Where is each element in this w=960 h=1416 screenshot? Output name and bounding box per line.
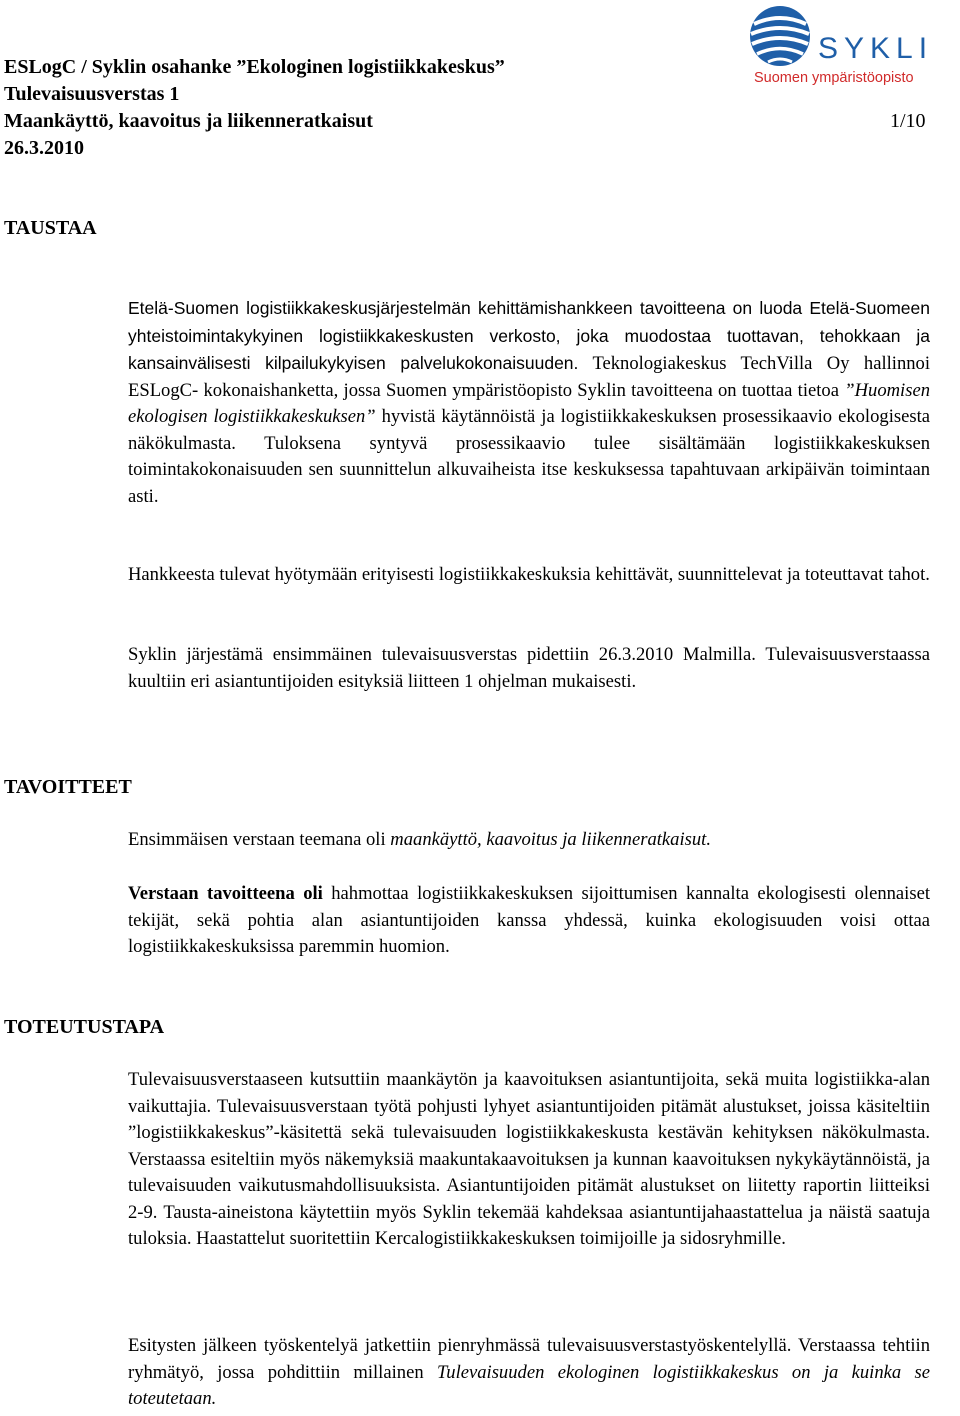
tavoitteet-paragraph-2 bbox=[128, 881, 930, 961]
tavoitteet-p1-a: Ensimmäisen verstaan teemana oli bbox=[128, 829, 391, 850]
section-heading-taustaa: TAUSTAA bbox=[4, 217, 97, 239]
page-number: 1/10 bbox=[890, 110, 926, 132]
taustaa-p1-italic: ”Huomisen ekologisen logistiikkakeskuksen” bbox=[128, 379, 930, 427]
toteutustapa-paragraph-2 bbox=[128, 1333, 930, 1413]
toteutustapa-p2-a: Esitysten jälkeen työskentelyä jatkettiin pienryhmässä tulevaisuusverstastyöskentelyllä. Verstaassa tehtiin ryhmätyö, jossa pohdittiin millainen bbox=[128, 1335, 930, 1383]
toteutustapa-paragraph-1: Tulevaisuusverstaaseen kutsuttiin maankäytön ja kaavoituksen asiantuntijoita, sekä muita logistiikka-alan vaikuttajia. Tulevaisuusverstaan työtä pohjusti lyhyet asiantuntijoiden pitämät alustukset, joissa käsiteltiin ”logistiikkakeskus”-käsitettä sekä tulevaisuuden logistiikkakeskusta kestävän kehityksen näkökulmasta. Verstaassa esiteltiin myös näkemyksiä maakuntakaavoituksen ja kunnan kaavoituksen nykykäytännöistä, ja tulevaisuuden vaikutusmahdollisuuksista. Asiantuntijoiden pitämät alustukset on liitetty raportin liitteiksi 2-9. Tausta-aineistona käytettiin myös Syklin tekemää kahdeksaa asiantuntijahaastattelua ja näistä saatuja tuloksia. Haastattelut suoritettiin Kercalogistiikkakeskuksen toimijoille ja sidosryhmille. bbox=[128, 1069, 930, 1249]
taustaa-p1-a: Teknologiakeskus TechVilla Oy hallinnoi ESLogC- kokonaishanketta, jossa Suomen ympäristöopisto Syklin tavoitteena on tuottaa tietoa bbox=[128, 353, 931, 401]
header-date-line: 26.3.2010 bbox=[4, 137, 84, 159]
toteutustapa-p2-italic: Tulevaisuuden ekologinen logistiikkakeskus on ja kuinka se toteutetaan. bbox=[128, 1361, 931, 1409]
logo-tagline: Suomen ympäristöopisto bbox=[754, 70, 914, 86]
taustaa-paragraph-1 bbox=[128, 295, 930, 510]
tavoitteet-p2-rest: hahmottaa logistiikkakeskuksen sijoittumisen kannalta ekologisesti olennaiset tekijät, sekä pohtia alan asiantuntijoiden kanssa yhdessä, kuinka ekologisuuden voisi ottaa logistiikkakeskuksissa paremmin huomion. bbox=[128, 883, 930, 957]
header-project-line: ESLogC / Syklin osahanke ”Ekologinen logistiikkakeskus” bbox=[4, 56, 505, 78]
document-header bbox=[4, 54, 505, 162]
tavoitteet-p2-bold: Verstaan tavoitteena oli bbox=[128, 883, 323, 904]
globe-icon bbox=[750, 6, 810, 66]
header-theme-line: Maankäyttö, kaavoitus ja liikenneratkaisut bbox=[4, 110, 373, 132]
sykli-logo bbox=[746, 2, 946, 88]
tavoitteet-paragraph-1 bbox=[128, 827, 930, 854]
taustaa-paragraph-3: Syklin järjestämä ensimmäinen tulevaisuusverstas pidettiin 26.3.2010 Malmilla. Tulevaisuusverstaassa kuultiin eri asiantuntijoiden esityksiä liitteen 1 ohjelman mukaisesti. bbox=[128, 644, 930, 692]
header-event-line: Tulevaisuusverstas 1 bbox=[4, 83, 180, 105]
section-heading-tavoitteet: TAVOITTEET bbox=[4, 776, 132, 798]
section-heading-toteutustapa: TOTEUTUSTAPA bbox=[4, 1016, 165, 1038]
logo-name: SYKLI bbox=[818, 32, 934, 65]
taustaa-p1-b: hyvistä käytännöistä ja logistiikkakeskuksen prosessikaavio ekologisesta näkökulmasta. Tuloksena syntyvä prosessikaavio tulee sisältämään logistiikkakeskuksen toimintakokonaisuuden sen suunnittelun alkuvaiheista itse keskuksessa tapahtuvaan arkipäivän toimintaan asti. bbox=[128, 406, 931, 507]
tavoitteet-p1-italic: maankäyttö, kaavoitus ja liikenneratkaisut. bbox=[390, 829, 711, 850]
taustaa-paragraph-2: Hankkeesta tulevat hyötymään erityisesti logistiikkakeskuksia kehittävät, suunnittelevat ja toteuttavat tahot. bbox=[128, 564, 930, 585]
taustaa-p1-sans: Etelä-Suomen logistiikkakeskusjärjestelmän kehittämishankkeen tavoitteena on luoda Etelä-Suomeen yhteistoimintakykyinen logistiikkakeskusten verkosto, joka muodostaa tuottavan, tehokkaan ja kansainvälisesti kilpailukykyisen palvelukokonaisuuden. bbox=[128, 298, 930, 373]
